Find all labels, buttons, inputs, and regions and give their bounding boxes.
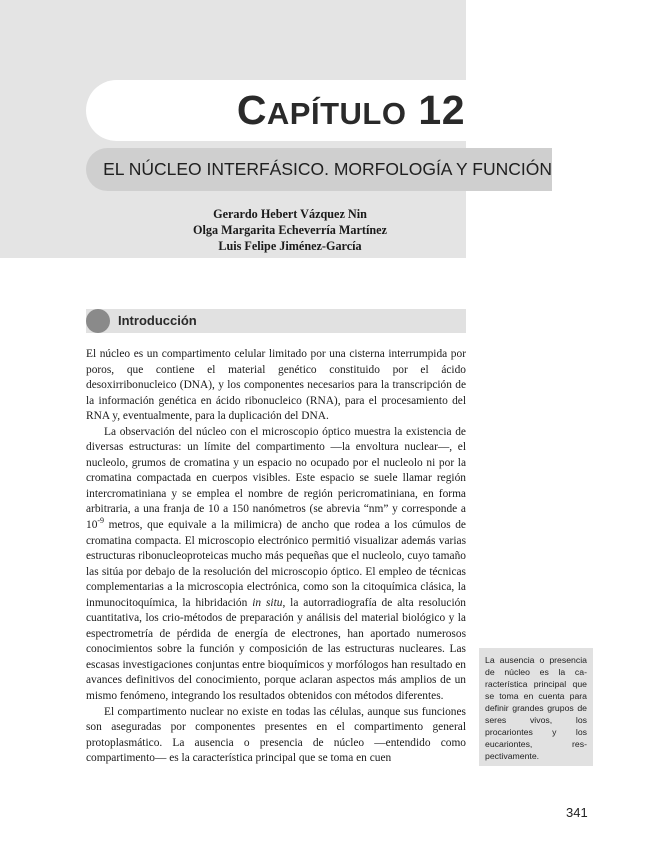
margin-note: La ausencia o presencia de núcleo es la característica principal que se toma en cuenta para definir grandes grupos de seres vivos, los procariontes y los eucariontes, respectivamente. <box>479 648 593 766</box>
paragraph-text: , la autorradiografía de alta resolución cuantitativa, los crio-métodos de preparación y análisis del material biológico y la espectrometría de pérdida de energía de electrones, han aportado numerosos conocimientos sobre la función y composición de las estructuras nucleares. Las escasas investigaciones conjuntas entre bioquímicos y morfólogos han resultado en avances definitivos del conocimiento, porque aclaran aspectos más amplios de un mismo fenómeno, integrando los resultados obtenidos con métodos diferentes. <box>86 596 466 703</box>
paragraph: El compartimento nuclear no existe en todas las células, aunque sus funciones son aseguradas por componentes presentes en el compartimento general protoplasmático. La ausencia o presencia de núcleo —entendido como compartimento— es la característica principal que se toma en cuen <box>86 705 466 765</box>
chapter-title-word: APÍTULO <box>266 96 407 131</box>
paragraph-text: metros, que equivale a la milimicra) de ancho que rodea a los cúmulos de cromatina compacta. El microscopio electrónico permitió visualizar además varias estructuras ribonucleoproteicas mucho más pequeñas que el nucleolo, cuyo tamaño las sitúa por debajo de la resolución del microscopio óptico. El empleo de técnicas complementarias a la microscopia electrónica, como son la citoquímica clásica, la inmunocitoquímica, la hibridación <box>86 519 466 609</box>
chapter-number: 12 <box>418 87 465 133</box>
exponent: -9 <box>97 516 105 526</box>
italic-term: in situ <box>252 596 283 609</box>
author-name: Luis Felipe Jiménez-García <box>218 239 362 253</box>
body-text <box>86 347 466 767</box>
paragraph: El núcleo es un compartimento celular limitado por una cisterna interrumpida por poros, que contiene el material genético constituido por el ácido desoxirribonucleico (DNA), y los componentes necesarios para la transcripción de la información genética en ácido ribonucleico (RNA), para el procesamiento del RNA y, eventualmente, para la duplicación del DNA. <box>86 348 466 423</box>
author-list <box>140 206 440 254</box>
chapter-title-initial: C <box>236 87 267 133</box>
page-number: 341 <box>566 805 588 820</box>
chapter-title <box>237 80 465 141</box>
chapter-subtitle: EL NÚCLEO INTERFÁSICO. MORFOLOGÍA Y FUNCIÓN <box>103 159 552 179</box>
paragraph <box>86 425 466 705</box>
paragraph-text: La observación del núcleo con el microscopio óptico muestra la existencia de diversas estructuras: un límite del compartimento —la envoltura nuclear—, el nucleolo, grumos de cromatina y un espacio no ocupado por el nucleolo ni por la cromatina compactada en cuerpos visibles. Este espacio se suele llamar región intercromatiniana y se emplea el nombre de región pericromatiniana, en forma arbitraria, a una franja de 10 a 150 nanómetros (se abrevia “nm” y corresponde a 10 <box>86 425 466 532</box>
section-heading: Introducción <box>118 313 197 328</box>
section-bullet-icon <box>86 309 110 333</box>
author-name: Olga Margarita Echeverría Martínez <box>193 223 387 237</box>
author-name: Gerardo Hebert Vázquez Nin <box>213 207 367 221</box>
